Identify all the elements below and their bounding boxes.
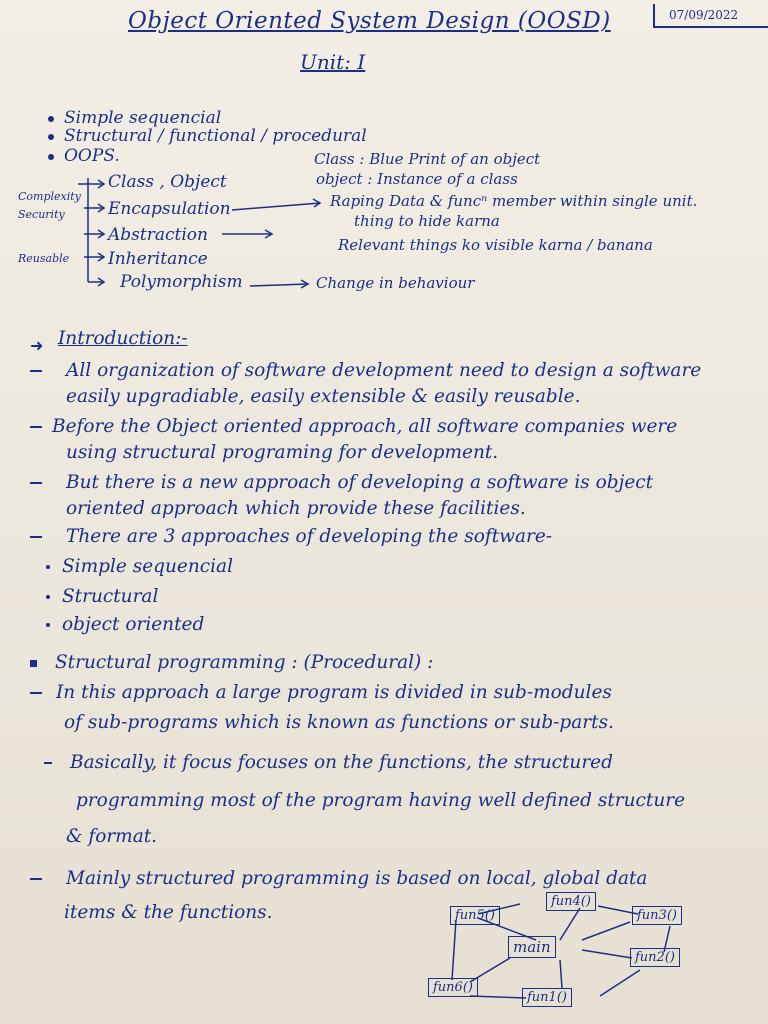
- intro-point: But there is a new approach of developing a software is object: [30, 472, 653, 493]
- intro-point-cont: oriented approach which provide these facilities.: [66, 498, 526, 519]
- diagram-node-fun5: fun5(): [450, 906, 500, 925]
- note-abstraction: Relevant things ko visible karna / banana: [338, 236, 653, 254]
- list-item: Simple sequencial: [48, 108, 221, 128]
- list-item: OOPS.: [48, 146, 120, 166]
- structural-heading: Structural programming : (Procedural) :: [30, 652, 433, 673]
- introduction-heading: Introduction:-: [58, 328, 188, 349]
- oops-item-class: Class , Object: [108, 172, 227, 192]
- structural-point-cont: of sub-programs which is known as functions or sub-parts.: [64, 712, 614, 733]
- diagram-node-fun3: fun3(): [632, 906, 682, 925]
- side-label-reusable: Reusable: [18, 252, 70, 265]
- date-label: 07/09/2022: [653, 4, 768, 28]
- sub-list-item: object oriented: [46, 614, 204, 635]
- unit-heading: Unit: I: [300, 50, 366, 74]
- structural-point-cont: items & the functions.: [64, 902, 273, 923]
- diagram-node-fun6: fun6(): [428, 978, 478, 997]
- note-encapsulation-2: thing to hide karna: [354, 212, 500, 230]
- side-label-security: Security: [18, 208, 65, 221]
- diagram-node-fun4: fun4(): [546, 892, 596, 911]
- structural-point: Mainly structured programming is based on local, global data: [30, 868, 647, 889]
- intro-point-cont: using structural programing for development.: [66, 442, 499, 463]
- diagram-node-fun2: fun2(): [630, 948, 680, 967]
- diagram-node-fun1: fun1(): [522, 988, 572, 1007]
- note-object: object : Instance of a class: [316, 170, 518, 188]
- sub-list-item: Simple sequencial: [46, 556, 233, 577]
- note-polymorphism: Change in behaviour: [316, 274, 475, 292]
- oops-item-encapsulation: Encapsulation: [108, 199, 231, 219]
- note-class: Class : Blue Print of an object: [314, 150, 541, 168]
- page-title: Object Oriented System Design (OOSD): [128, 8, 611, 34]
- structural-point: Basically, it focus focuses on the functions, the structured: [44, 752, 613, 773]
- intro-point-cont: easily upgradiable, easily extensible & easily reusable.: [66, 386, 581, 407]
- intro-point: All organization of software development need to design a software: [30, 360, 701, 381]
- intro-point: Before the Object oriented approach, all software companies were: [30, 416, 677, 437]
- diagram-node-main: main: [508, 936, 556, 958]
- structural-point: In this approach a large program is divided in sub-modules: [30, 682, 612, 703]
- note-encapsulation: Raping Data & funcⁿ member within single unit.: [330, 192, 698, 210]
- side-label-complexity: Complexity: [18, 190, 81, 203]
- oops-item-inheritance: Inheritance: [108, 249, 208, 269]
- sub-list-item: Structural: [46, 586, 158, 607]
- structural-point-cont: programming most of the program having well defined structure: [76, 790, 686, 811]
- arrow-icon: ➜: [30, 336, 44, 355]
- oops-item-polymorphism: Polymorphism: [120, 272, 243, 292]
- list-item: Structural / functional / procedural: [48, 126, 367, 146]
- structural-point-cont: & format.: [66, 826, 158, 847]
- intro-point: There are 3 approaches of developing the software-: [30, 526, 552, 547]
- oops-item-abstraction: Abstraction: [108, 225, 208, 245]
